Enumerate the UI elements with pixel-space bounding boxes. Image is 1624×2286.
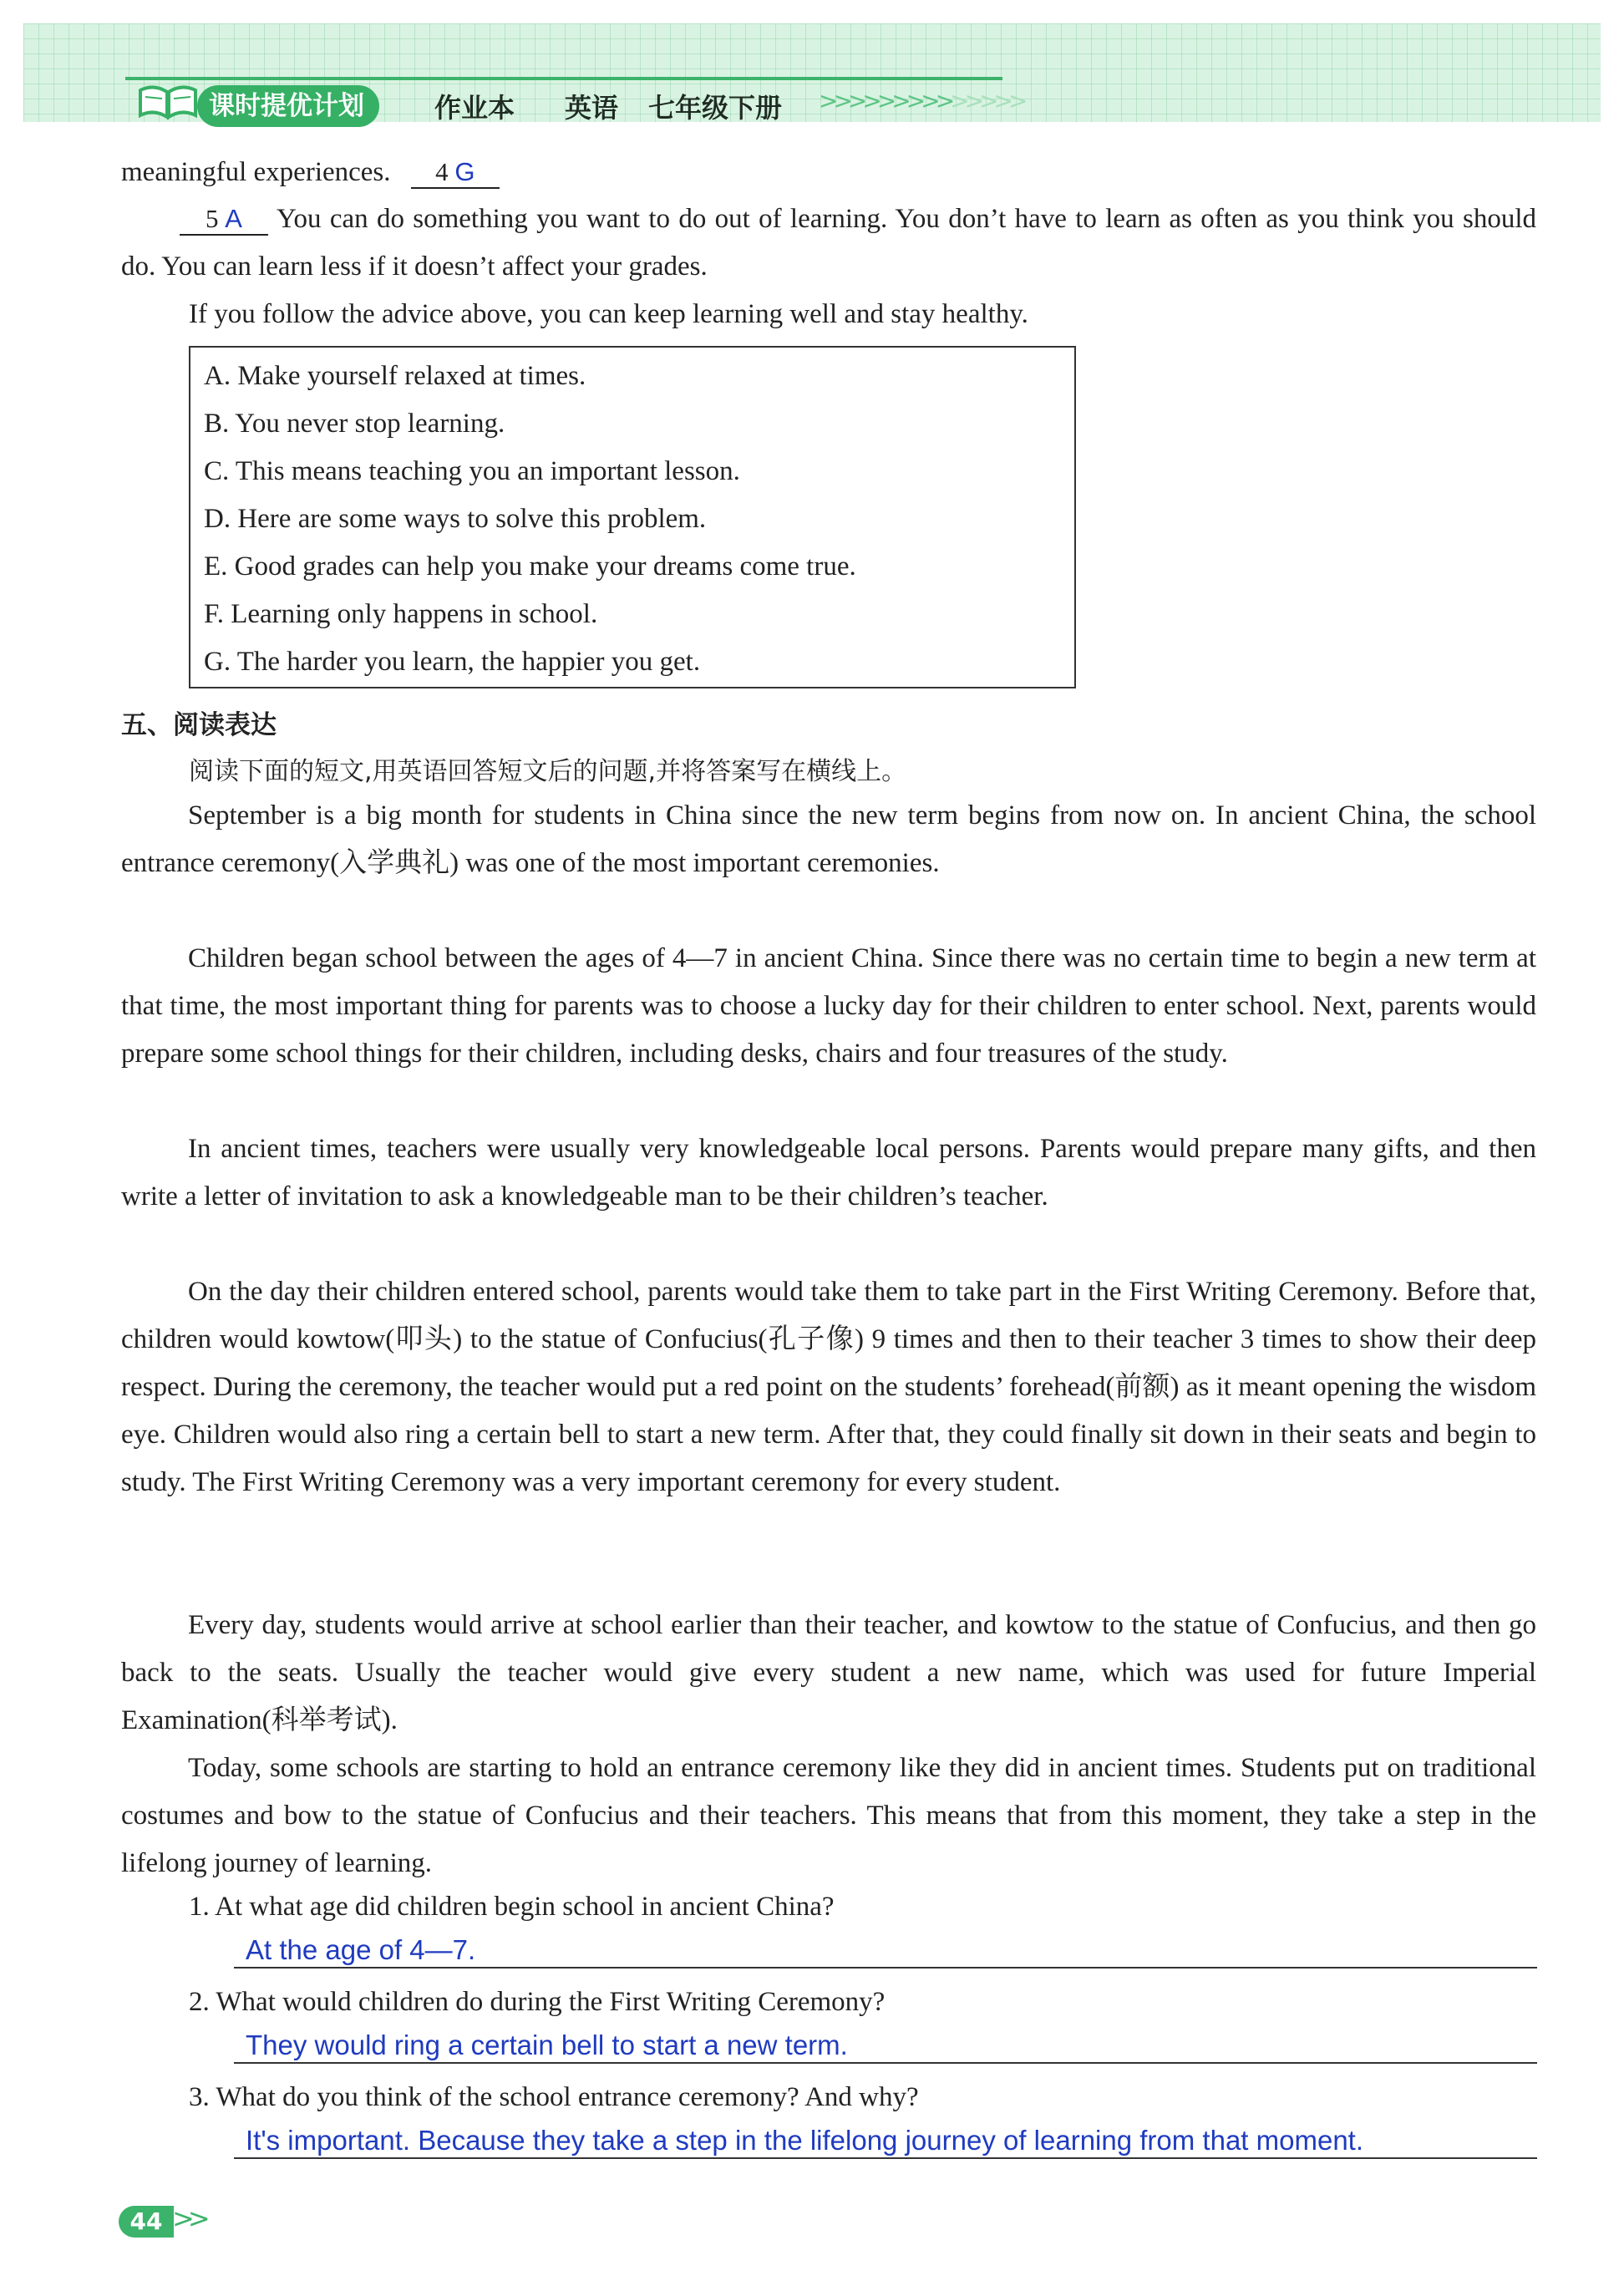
- paragraph-text: You can do something you want to do out of learning. You don’t have to learn as often as you think you should do. You can learn less if it doesn’t affect your grades.: [121, 204, 1536, 282]
- question-1: 1. At what age did children begin school in ancient China?: [189, 1892, 835, 1922]
- page-number: 44: [119, 2206, 174, 2238]
- option-d: D. Here are some ways to solve this problem.: [204, 504, 707, 534]
- option-a: A. Make yourself relaxed at times.: [204, 361, 586, 391]
- book-type: 作业本: [434, 92, 515, 124]
- option-g: G. The harder you learn, the happier you get.: [204, 647, 701, 677]
- answer-line-1[interactable]: At the age of 4—7.: [234, 1932, 1537, 1968]
- option-c: C. This means teaching you an important lesson.: [204, 456, 740, 486]
- blank-answer: A: [225, 204, 242, 233]
- blank-answer: G: [454, 157, 475, 186]
- paragraph-text: Today, some schools are starting to hold an entrance ceremony like they did in ancient times. Students put on traditional costumes and bow to the statue of Confucius and their teachers. This means that from this moment, they take a step in the lifelong journey of learning.: [121, 1753, 1536, 1878]
- answer-blank-4: [411, 157, 500, 189]
- paragraph-text: Every day, students would arrive at school earlier than their teacher, and kowtow to the statue of Confucius, and then go back to the seats. Usually the teacher would give every student a new name, which was used for future Imperial Examination(科举考试).: [121, 1610, 1536, 1735]
- paragraph-4: [121, 1268, 1536, 1506]
- subject-label: 英语: [565, 92, 619, 124]
- paragraph: [121, 196, 1536, 291]
- paragraph-text: September is a big month for students in China since the new term begins from now on. In ancient China, the school entrance ceremony(入学典礼) was one of the most important ceremonies.: [121, 800, 1536, 878]
- line-text: meaningful experiences.: [121, 157, 391, 187]
- grade-label: 七年级下册: [648, 92, 783, 124]
- paragraph-text: On the day their children entered school, parents would take them to take part in the First Writing Ceremony. Before that, children would kowtow(叩头) to the statue of Confucius(孔子像) 9 times and then to their teacher 3 times to show their deep respect. During the ceremony, the teacher would put a red point on the students’ forehead(前额) as it meant opening the wisdom eye. Children would also ring a certain bell to start a new term. After that, they could finally sit down in their seats and begin to study. The First Writing Ceremony was a very important ceremony for every student.: [121, 1277, 1536, 1497]
- option-f: F. Learning only happens in school.: [204, 599, 598, 629]
- series-title: 课时提优计划: [197, 85, 379, 127]
- question-3: 3. What do you think of the school entrance ceremony? And why?: [189, 2082, 919, 2112]
- paragraph-text: In ancient times, teachers were usually very knowledgeable local persons. Parents would prepare many gifts, and then write a letter of invitation to ask a knowledgeable man to be their children’s teacher.: [121, 1134, 1536, 1212]
- text-line: If you follow the advice above, you can keep learning well and stay healthy.: [189, 299, 1028, 329]
- paragraph-2: [121, 935, 1536, 1078]
- answer-line-2[interactable]: They would ring a certain bell to start a new term.: [234, 2027, 1537, 2064]
- answer-blank-5: [180, 204, 268, 236]
- section-instruction: 阅读下面的短文,用英语回答短文后的问题,并将答案写在横线上。: [189, 757, 907, 786]
- header-chevrons-icon: >>>>>>>>>>>>>>: [819, 87, 1023, 114]
- paragraph-6: [121, 1745, 1536, 1887]
- blank-number: 5: [206, 204, 219, 233]
- section-title: 五、阅读表达: [121, 710, 277, 740]
- answer-line-3[interactable]: It's important. Because they take a step in the lifelong journey of learning from that moment.: [234, 2122, 1537, 2159]
- open-book-icon: [137, 82, 199, 120]
- option-e: E. Good grades can help you make your dreams come true.: [204, 551, 856, 582]
- paragraph-text: Children began school between the ages of 4—7 in ancient China. Since there was no certain time to begin a new term at that time, the most important thing for parents was to choose a lucky day for their children to enter school. Next, parents would prepare some school things for their children, including desks, chairs and four treasures of the study.: [121, 943, 1536, 1069]
- paragraph-1: [121, 792, 1536, 887]
- text-line: [121, 155, 500, 189]
- paragraph-3: [121, 1125, 1536, 1221]
- paragraph-5: [121, 1602, 1536, 1745]
- question-2: 2. What would children do during the First Writing Ceremony?: [189, 1987, 886, 2017]
- page-chevron-icon: >>: [172, 2202, 204, 2234]
- header-rule: [125, 77, 1002, 80]
- blank-number: 4: [435, 157, 449, 186]
- option-b: B. You never stop learning.: [204, 409, 505, 439]
